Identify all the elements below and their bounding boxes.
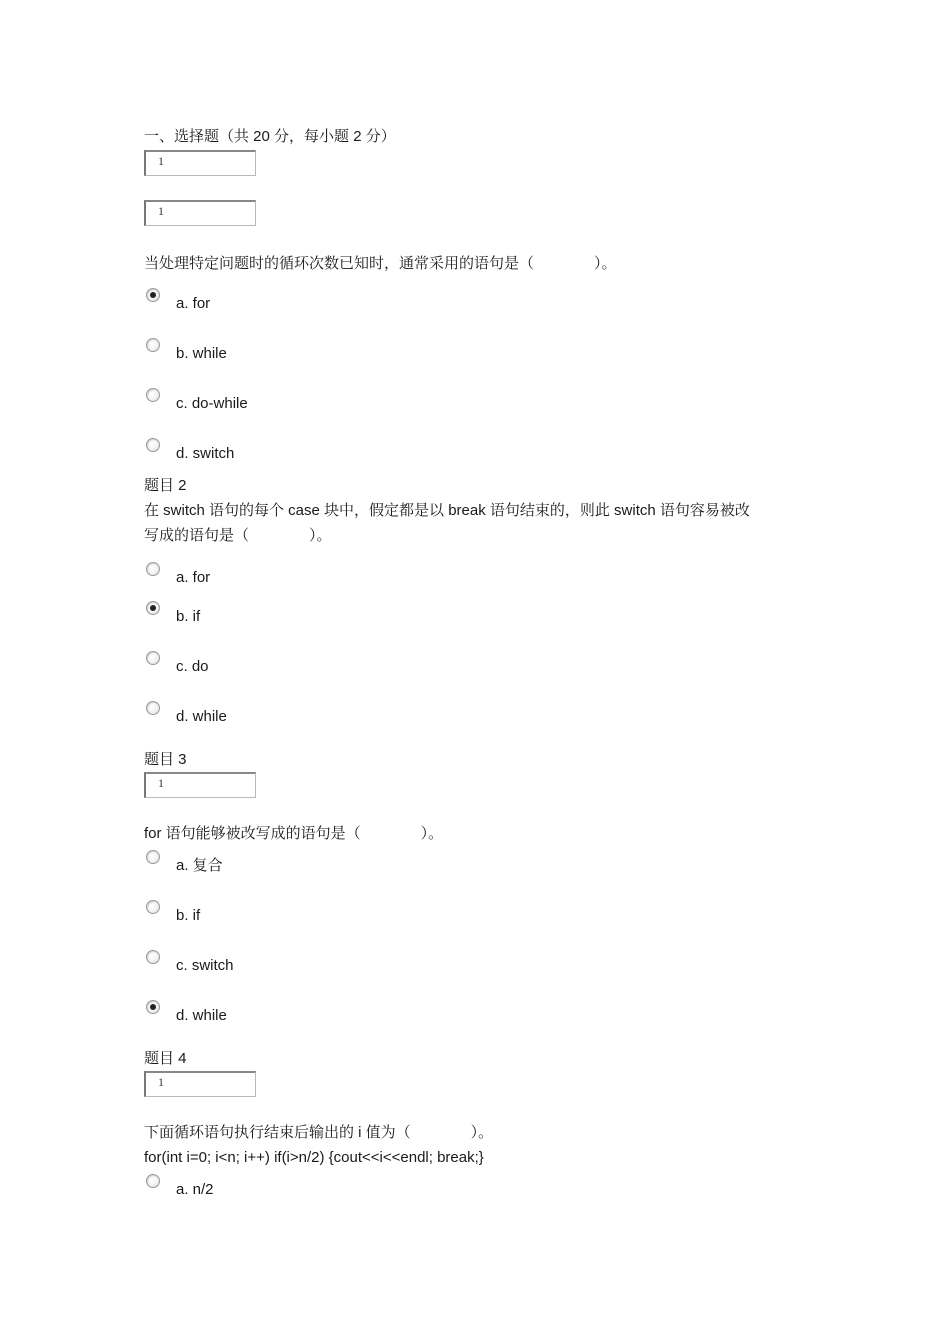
radio-option-b[interactable] — [146, 900, 160, 914]
option-label: d. while — [176, 1007, 227, 1024]
radio-option-c[interactable] — [146, 651, 160, 665]
section-title: 一、选择题（共 20 分，每小题 2 分） — [144, 128, 396, 145]
question-text: 当处理特定问题时的循环次数已知时，通常采用的语句是（ ）。 — [144, 255, 617, 272]
option-label: a. for — [176, 295, 211, 312]
option-label: a. for — [176, 569, 211, 586]
option-label: c. do-while — [176, 395, 248, 412]
option-label: a. 复合 — [176, 857, 223, 874]
radio-option-c[interactable] — [146, 950, 160, 964]
question-text: 在 switch 语句的每个 case 块中，假定都是以 break 语句结束的，则此 switch 语句容易被改 — [144, 502, 750, 519]
radio-option-a[interactable] — [146, 562, 160, 576]
option-label: a. n/2 — [176, 1181, 214, 1198]
score-field[interactable]: 1 — [144, 200, 256, 226]
option-label: b. if — [176, 608, 201, 625]
radio-option-a[interactable] — [146, 288, 160, 302]
radio-option-a[interactable] — [146, 1174, 160, 1188]
question-text: for 语句能够被改写成的语句是（ ）。 — [144, 825, 444, 842]
option-label: c. switch — [176, 957, 234, 974]
option-label: c. do — [176, 658, 209, 675]
question-heading: 题目 2 — [144, 477, 187, 494]
option-label: d. switch — [176, 445, 235, 462]
score-field[interactable]: 1 — [144, 150, 256, 176]
radio-option-d[interactable] — [146, 1000, 160, 1014]
question-text: 写成的语句是（ ）。 — [144, 527, 332, 544]
code-snippet: for(int i=0; i<n; i++) if(i>n/2) {cout<<i<<endl; break;} — [144, 1149, 484, 1166]
option-label: b. if — [176, 907, 201, 924]
radio-option-d[interactable] — [146, 438, 160, 452]
radio-option-a[interactable] — [146, 850, 160, 864]
option-label: b. while — [176, 345, 227, 362]
radio-option-d[interactable] — [146, 701, 160, 715]
question-text: 下面循环语句执行结束后输出的 i 值为（ ）。 — [144, 1124, 494, 1141]
radio-option-c[interactable] — [146, 388, 160, 402]
score-field[interactable]: 1 — [144, 772, 256, 798]
question-heading: 题目 4 — [144, 1050, 187, 1067]
radio-option-b[interactable] — [146, 338, 160, 352]
score-field[interactable]: 1 — [144, 1071, 256, 1097]
option-label: d. while — [176, 708, 227, 725]
question-heading: 题目 3 — [144, 751, 187, 768]
radio-option-b[interactable] — [146, 601, 160, 615]
